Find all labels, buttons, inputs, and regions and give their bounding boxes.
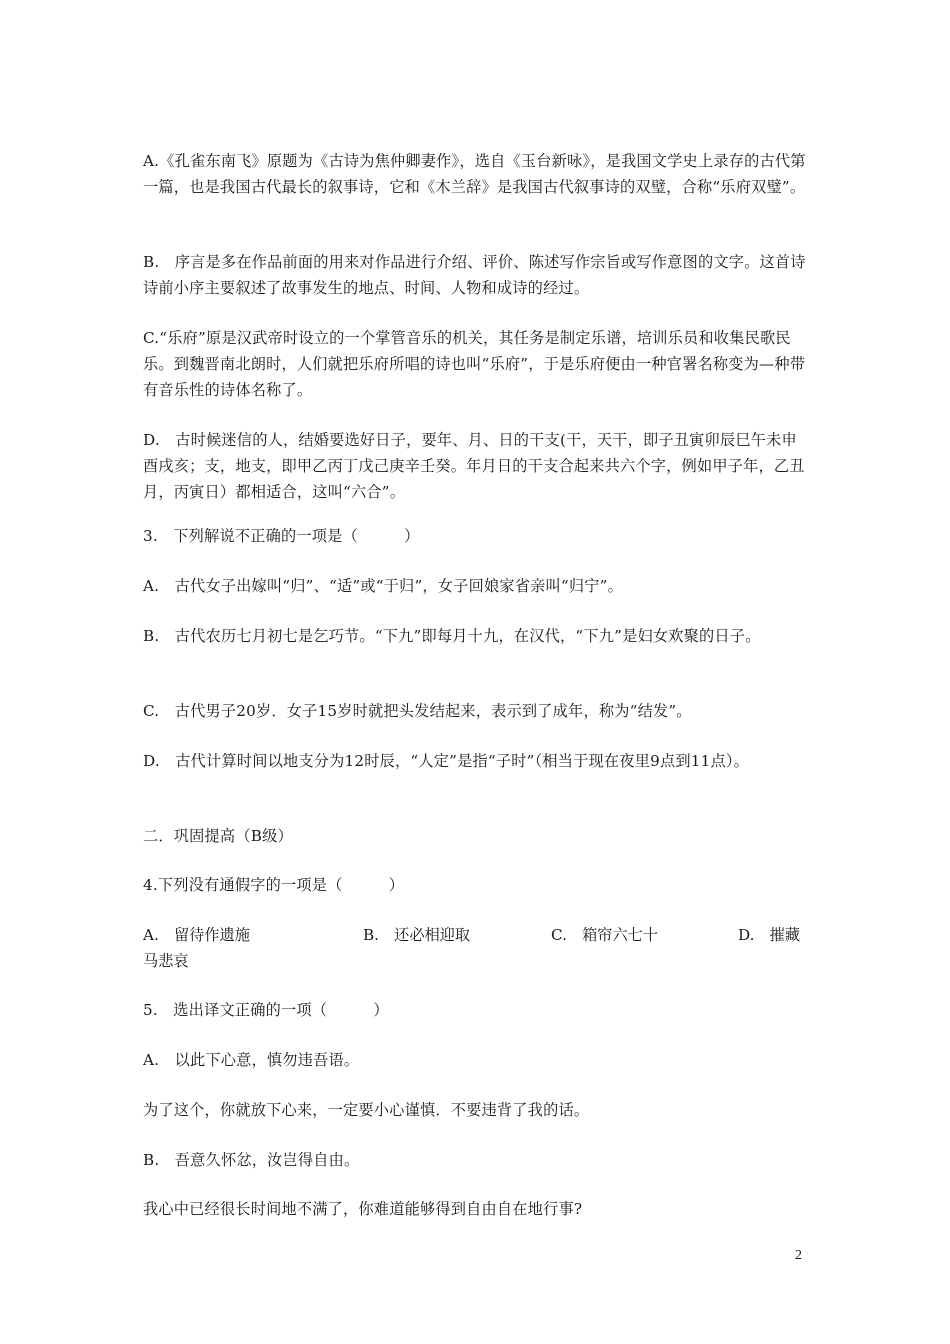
question-4-option-d: D. 摧藏 bbox=[738, 926, 801, 944]
question-4-options-continued bbox=[143, 948, 808, 974]
question-5-option-a-translation: 为了这个，你就放下心来，一定要小心谨慎．不要违背了我的话。 bbox=[143, 1101, 590, 1119]
question-3-option-c: C. 古代男子20岁．女子15岁时就把头发结起来，表示到了成年，称为“结发”。 bbox=[143, 702, 692, 720]
question-5-option-b: B. 吾意久怀忿，汝岂得自由。 bbox=[143, 1151, 360, 1169]
question-4-option-c: C. 箱帘六七十 bbox=[551, 926, 659, 944]
question-5-option-a: A. 以此下心意，慎勿违吾语。 bbox=[143, 1051, 360, 1069]
question-3: 3. 下列解说不正确的一项是（ ） bbox=[143, 527, 420, 545]
question-4: 4.下列没有通假字的一项是（ ） bbox=[143, 876, 405, 894]
paragraph-option-b-preface: B. 序言是多在作品前面的用来对作品进行介绍、评价、陈述写作宗旨或写作意图的文字。这首诗诗前小序主要叙述了故事发生的地点、时间、人物和成诗的经过。 bbox=[143, 253, 806, 297]
paragraph-option-a-intro: A.《孔雀东南飞》原题为《古诗为焦仲卿妻作》，选自《玉台新咏》，是我国文学史上录存的古代第一篇，也是我国古代最长的叙事诗，它和《木兰辞》是我国古代叙事诗的双璧，合称“乐府双璧”。 bbox=[143, 152, 806, 196]
page-number: 2 bbox=[795, 1248, 802, 1263]
question-4-option-d-continued: 马悲哀 bbox=[143, 952, 189, 970]
question-4-option-a: A. 留待作遗施 bbox=[143, 926, 250, 944]
question-4-options bbox=[143, 922, 808, 948]
paragraph-option-d-liuhe: D. 古时候迷信的人，结婚要选好日子，要年、月、日的干支(干，天干，即子丑寅卯辰巳午未申酉戌亥；支，地支，即甲乙丙丁戊己庚辛壬癸。年月日的干支合起来共六个字，例如甲子年，乙丑月，丙寅日）都相适合，这叫“六合”。 bbox=[143, 431, 805, 501]
question-4-option-b: B. 还必相迎取 bbox=[363, 926, 471, 944]
question-3-option-b: B. 古代农历七月初七是乞巧节。“下九”即每月十九，在汉代，“下九”是妇女欢聚的日子。 bbox=[143, 627, 761, 645]
question-5-option-b-translation: 我心中已经很长时间地不满了，你难道能够得到自由自在地行事? bbox=[143, 1200, 583, 1218]
paragraph-option-c-yuefu: C.“乐府”原是汉武帝时设立的一个掌管音乐的机关，其任务是制定乐谱，培训乐员和收集民歌民乐。到魏晋南北朗时，人们就把乐府所唱的诗也叫“乐府”，于是乐府便由一种官署名称变为—种带有音乐性的诗体名称了。 bbox=[143, 329, 806, 399]
question-3-option-a: A. 古代女子出嫁叫“归”、“适”或“于归”，女子回娘家省亲叫“归宁”。 bbox=[143, 577, 623, 595]
question-3-option-d: D. 古代计算时间以地支分为12时辰，“人定”是指“子时”（相当于现在夜里9点到11点）。 bbox=[143, 752, 750, 770]
question-5: 5. 选出译文正确的一项（ ） bbox=[143, 1001, 389, 1019]
section-heading: 二．巩固提高（B级） bbox=[143, 827, 293, 845]
